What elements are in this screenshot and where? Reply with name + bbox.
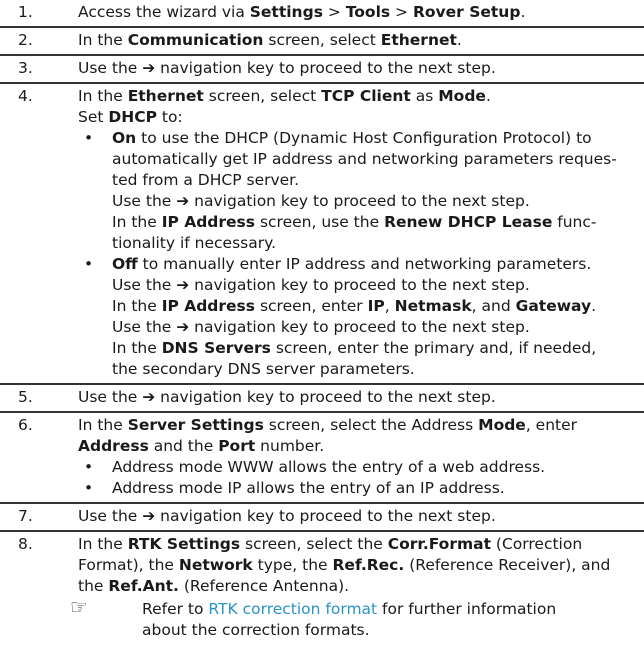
text-run: Set [78,108,109,126]
bold-term: Ref.Rec. [332,556,405,574]
text-run: navigation key to proceed to the next step. [189,318,530,336]
text-run: to manually enter IP address and networking parameters. [137,255,592,273]
text-run: screen, enter the primary and, if needed, [270,339,597,357]
text-run: screen, select the Address [263,416,479,434]
text-run: Use the [112,192,177,210]
arrow-right-icon: ➔ [142,507,156,525]
text-line [78,555,640,576]
bold-term: Ethernet [380,31,457,49]
text-line [78,30,640,51]
bold-term: Tools [345,3,391,21]
text-line [142,620,640,641]
text-line [78,415,640,436]
text-line [112,149,640,170]
text-run: number. [255,437,325,455]
bold-term: Network [178,556,253,574]
bold-term: DNS Servers [161,339,271,357]
bold-term: IP [367,297,385,315]
text-line [78,576,640,597]
arrow-right-icon: ➔ [142,59,156,77]
text-line [78,387,640,408]
step-row [0,82,644,383]
text-run: (Correction [491,535,583,553]
text-run: , [384,297,395,315]
bold-term: Ref.Ant. [108,577,179,595]
text-run: (Reference Antenna). [178,577,350,595]
arrow-right-icon: ➔ [176,276,190,294]
bullet-item [78,128,640,254]
step-number: 2. [18,31,33,49]
text-run: . [520,3,526,21]
text-line [112,212,640,233]
text-run: In the [112,213,162,231]
note [70,595,640,641]
bold-term: Communication [127,31,264,49]
text-run: type, the [252,556,333,574]
text-run: func- [552,213,597,231]
step-text [78,58,640,79]
text-run: , enter [525,416,578,434]
bold-term: Ethernet [127,87,204,105]
bold-term: Corr.Format [387,535,491,553]
text-run: navigation key to proceed to the next step. [189,276,530,294]
text-run: Use the [78,59,143,77]
step-number: 3. [18,59,33,77]
text-line [112,296,640,317]
text-run: about the correction formats. [142,621,370,639]
text-line [78,58,640,79]
text-line [112,457,640,478]
bold-term: TCP Client [321,87,411,105]
text-line [112,359,640,380]
bold-term: Port [218,437,256,455]
bold-term: DHCP [108,108,157,126]
text-line [112,233,640,254]
bold-term: Server Settings [127,416,264,434]
text-run: ted from a DHCP server. [112,171,300,189]
bullet-list [78,457,640,499]
bold-term: Renew DHCP Lease [384,213,553,231]
step-number: 4. [18,87,33,105]
arrow-right-icon: ➔ [176,318,190,336]
step-text [78,506,640,527]
step-text [78,86,640,380]
bullet-item [78,457,640,478]
text-line [112,338,640,359]
bold-term: Settings [249,3,323,21]
text-run: > [390,3,413,21]
text-run: and the [148,437,219,455]
text-run: Access the wizard via [78,3,250,21]
text-run: navigation key to proceed to the next step. [155,59,496,77]
text-run: In the [112,297,162,315]
text-run: Use the [78,388,143,406]
text-run: Refer to [142,600,209,618]
bullet-item [78,478,640,499]
text-run: as [410,87,439,105]
text-run: Address mode IP allows the entry of an IP address. [112,479,505,497]
step-text [78,387,640,408]
text-run: for further information [377,600,557,618]
text-line [112,275,640,296]
text-run: Use the [78,507,143,525]
step-number: 8. [18,535,33,553]
bold-term: RTK Settings [127,535,241,553]
bold-term: Off [112,255,138,273]
text-run: In the [78,31,128,49]
step-row [0,411,644,502]
text-run: to: [156,108,183,126]
text-run: to use the DHCP (Dynamic Host Configuration Protocol) to [136,129,592,147]
text-line [112,191,640,212]
step-row [0,0,644,26]
rtk-correction-format-link[interactable]: RTK correction format [208,600,378,618]
bullet-list [78,128,640,380]
text-run: . [456,31,462,49]
text-run: Use the [112,318,177,336]
text-run: screen, select the [240,535,388,553]
text-run: navigation key to proceed to the next step. [155,388,496,406]
step-text [78,30,640,51]
text-run: screen, select [203,87,322,105]
text-run: screen, select [263,31,381,49]
text-line [112,317,640,338]
text-run: (Reference Receiver), and [404,556,611,574]
text-run: > [322,3,346,21]
text-line [112,170,640,191]
text-run: In the [78,535,128,553]
text-run: the [78,577,109,595]
step-row [0,530,644,644]
step-row [0,502,644,530]
bold-term: IP Address [161,297,256,315]
text-run: . [485,87,491,105]
arrow-right-icon: ➔ [176,192,190,210]
bold-term: Mode [438,87,486,105]
bullet-item [78,254,640,380]
step-number: 5. [18,388,33,406]
bold-term: Address [78,437,149,455]
arrow-right-icon: ➔ [142,388,156,406]
text-line [78,86,640,107]
text-line [78,2,640,23]
text-line [112,478,640,499]
bold-term: Rover Setup [412,3,521,21]
text-run: Use the [112,276,177,294]
text-run: tionality if necessary. [112,234,276,252]
step-row [0,26,644,54]
text-run: Address mode WWW allows the entry of a web address. [112,458,546,476]
pointing-hand-icon: ☞ [70,595,88,619]
text-run: navigation key to proceed to the next step. [189,192,530,210]
text-line [142,599,640,620]
text-line [112,128,640,149]
text-line [112,254,640,275]
bold-term: Gateway [515,297,592,315]
text-run: In the [78,416,128,434]
bold-term: Netmask [394,297,472,315]
step-number: 1. [18,3,33,21]
text-run: screen, enter [255,297,368,315]
text-run: automatically get IP address and networking parameters reques- [112,150,617,168]
text-run: In the [78,87,128,105]
step-number: 7. [18,507,33,525]
step-text [78,415,640,499]
bold-term: IP Address [161,213,256,231]
step-row [0,383,644,411]
text-run: In the [112,339,162,357]
text-line [78,506,640,527]
text-line [78,436,640,457]
text-run: , and [471,297,516,315]
bold-term: Mode [478,416,526,434]
text-line [78,534,640,555]
text-run: the secondary DNS server parameters. [112,360,415,378]
text-line [78,107,640,128]
text-run: . [591,297,597,315]
step-number: 6. [18,416,33,434]
text-run: Format), the [78,556,179,574]
step-text [78,2,640,23]
bold-term: On [112,129,137,147]
text-run: navigation key to proceed to the next step. [155,507,496,525]
step-text [70,534,640,641]
step-row [0,54,644,82]
text-run: screen, use the [255,213,385,231]
